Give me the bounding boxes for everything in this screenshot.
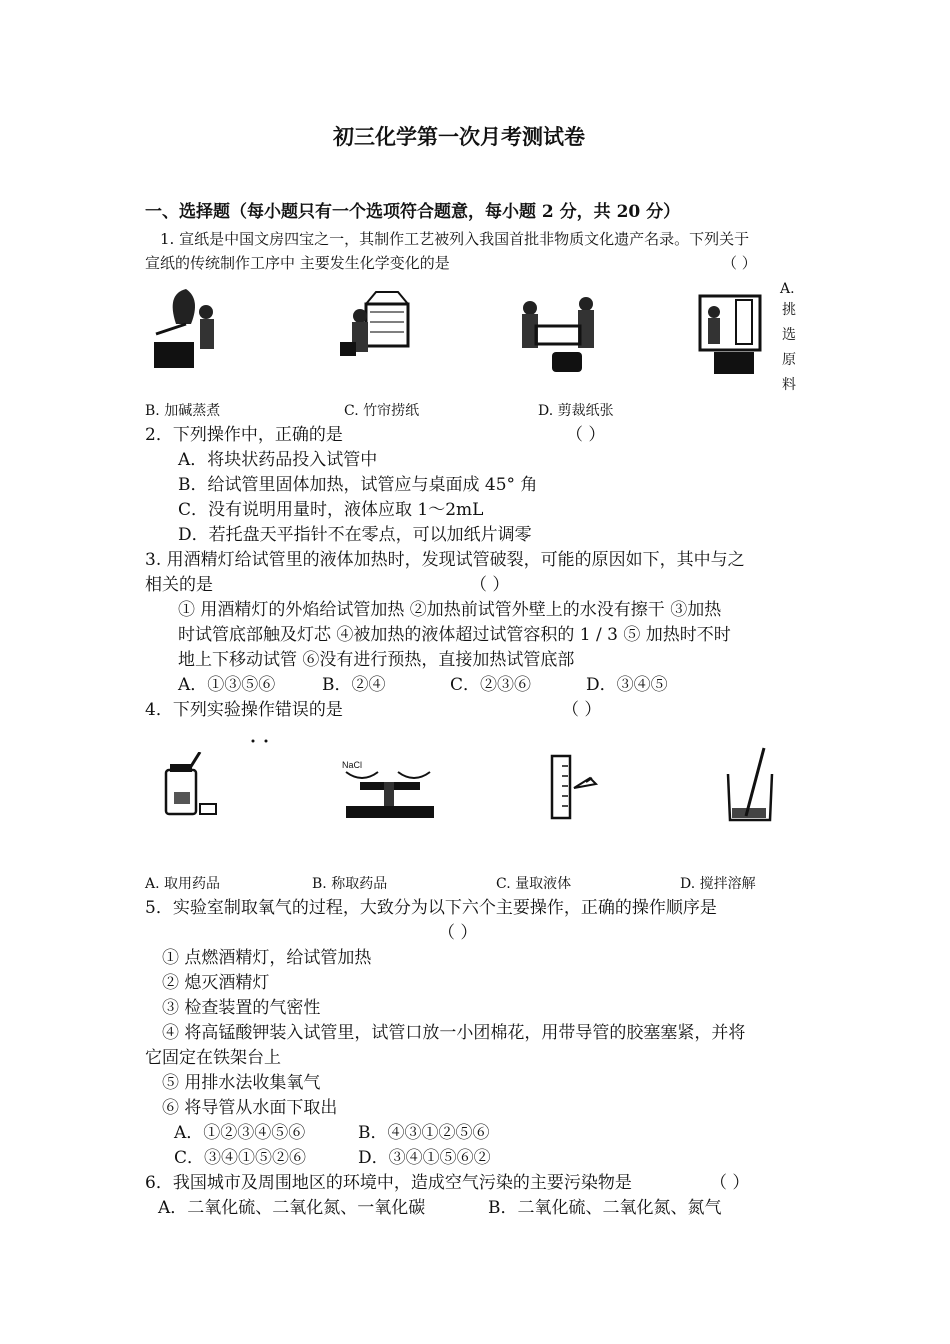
- q4-image-d: [722, 744, 778, 826]
- q2-option: D．若托盘天平指针不在零点，可以加纸片调零: [178, 525, 532, 545]
- q3-body-line: ① 用酒精灯的外焰给试管加热 ②加热前试管外壁上的水没有擦干 ③加热: [178, 600, 722, 620]
- q1-option-a-char: 料: [782, 377, 796, 393]
- q6-stem: 6．我国城市及周围地区的环境中，造成空气污染的主要污染物是: [145, 1173, 632, 1193]
- q4-answer-paren: （ ）: [562, 700, 602, 720]
- q1-stem-line2: 宣纸的传统制作工序中 主要发生化学变化的是: [145, 254, 450, 272]
- q1-caption-b: B. 加碱蒸煮: [145, 403, 221, 419]
- q5-step: ⑥ 将导管从水面下取出: [162, 1098, 338, 1118]
- q1-stem-line1: 1. 宣纸是中国文房四宝之一，其制作工艺被列入我国首批非物质文化遗产名录。下列关于: [160, 230, 750, 248]
- q2-option: C．没有说明用量时，液体应取 1～2mL: [178, 500, 484, 520]
- q1-answer-paren: （ ）: [722, 254, 757, 272]
- q1-image-d: [696, 290, 768, 378]
- q4-image-a: [160, 752, 220, 822]
- q5-option: D．③④①⑤⑥②: [358, 1148, 491, 1168]
- q5-step: ⑤ 用排水法收集氧气: [162, 1073, 321, 1093]
- q2-option: B．给试管里固体加热，试管应与桌面成 45° 角: [178, 475, 538, 495]
- q3-body-line: 时试管底部触及灯芯 ④被加热的液体超过试管容积的 1 / 3 ⑤ 加热时不时: [178, 625, 731, 645]
- q3-option: A．①③⑤⑥: [178, 675, 276, 695]
- q4-caption-d: D. 搅拌溶解: [680, 876, 756, 892]
- q5-stem: 5．实验室制取氧气的过程，大致分为以下六个主要操作，正确的操作顺序是: [145, 898, 717, 918]
- q3-option: D．③④⑤: [586, 675, 668, 695]
- q1-option-a-char: 原: [782, 352, 796, 368]
- q4-image-b: [338, 756, 442, 822]
- q4-nacl-label: NaCl: [342, 760, 363, 770]
- q1-option-a-char: 选: [782, 327, 796, 343]
- q6-answer-paren: （ ）: [710, 1173, 750, 1193]
- q5-step: ① 点燃酒精灯，给试管加热: [162, 948, 372, 968]
- q1-image-b: [336, 286, 416, 370]
- q2-stem: 2．下列操作中，正确的是: [145, 425, 343, 445]
- section-heading: 一、选择题（每小题只有一个选项符合题意，每小题 2 分，共 20 分）: [145, 202, 681, 222]
- q1-image-a: [146, 284, 226, 374]
- q2-answer-paren: （ ）: [566, 425, 606, 445]
- q4-caption-b: B. 称取药品: [312, 876, 388, 892]
- q4-caption-a: A. 取用药品: [145, 876, 221, 892]
- page-title: 初三化学第一次月考测试卷: [333, 124, 585, 149]
- q4-stem: 4．下列实验操作错误的是: [145, 700, 343, 720]
- q3-answer-paren: （ ）: [470, 575, 510, 595]
- q1-option-a-char: 挑: [782, 302, 796, 318]
- q4-image-c: [546, 752, 616, 824]
- q6-option: A．二氧化硫、二氧化氮、一氧化碳: [158, 1198, 426, 1218]
- q1-image-c: [516, 290, 606, 378]
- q5-option: B．④③①②⑤⑥: [358, 1123, 490, 1143]
- q5-option: A．①②③④⑤⑥: [174, 1123, 306, 1143]
- q3-option: B．②④: [322, 675, 386, 695]
- q3-body-line: 地上下移动试管 ⑥没有进行预热，直接加热试管底部: [178, 650, 575, 670]
- q3-stem-line1: 3. 用酒精灯给试管里的液体加热时，发现试管破裂，可能的原因如下，其中与之: [145, 550, 745, 570]
- q1-option-a-label: [781, 298, 797, 398]
- q5-step: ③ 检查装置的气密性: [162, 998, 321, 1018]
- q3-stem-line2: 相关的是: [145, 575, 213, 595]
- q5-step: ② 熄灭酒精灯: [162, 973, 270, 993]
- q2-option: A．将块状药品投入试管中: [178, 450, 378, 470]
- q1-caption-d: D. 剪裁纸张: [538, 403, 614, 419]
- speck-mark: [248, 736, 278, 746]
- q5-option: C．③④①⑤②⑥: [174, 1148, 307, 1168]
- q5-step-continued: 它固定在铁架台上: [145, 1048, 281, 1068]
- q1-caption-c: C. 竹帘捞纸: [344, 403, 420, 419]
- q3-option: C．②③⑥: [450, 675, 532, 695]
- q4-caption-c: C. 量取液体: [496, 876, 572, 892]
- q6-option: B．二氧化硫、二氧化氮、氮气: [488, 1198, 722, 1218]
- q5-answer-paren: （ ）: [438, 923, 478, 943]
- q5-step: ④ 将高锰酸钾装入试管里，试管口放一小团棉花，用带导管的胶塞塞紧，并将: [162, 1023, 746, 1043]
- q1-option-a-letter: A.: [780, 281, 795, 297]
